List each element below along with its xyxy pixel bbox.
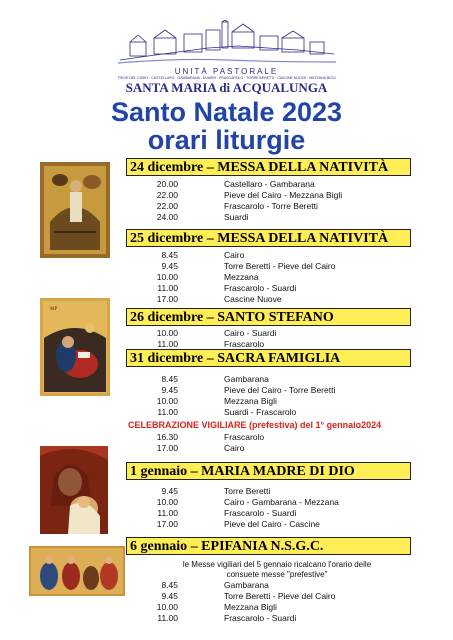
row-place: Pieve del Cairo - Cascine — [224, 519, 320, 529]
epiphany-note-line2: consuete messe "prefestive" — [226, 570, 328, 579]
row-place: Mezzana Bigli — [224, 602, 277, 612]
schedule-row — [126, 443, 426, 454]
page-title: Santo Natale 2023 — [110, 97, 343, 127]
row-place: Frascarolo — [224, 339, 265, 349]
banner-31-dicembre: 31 dicembre – SACRA FAMIGLIA — [126, 349, 411, 367]
row-time: 22.00 — [156, 201, 178, 211]
banner-26-dicembre: 26 dicembre – SANTO STEFANO — [126, 308, 411, 326]
schedule-row — [126, 272, 426, 283]
row-time: 22.00 — [156, 190, 178, 200]
unita-pastorale-label: UNITÀ PASTORALE — [174, 67, 279, 76]
row-place: Torre Beretti — [224, 486, 271, 496]
schedule-row — [126, 486, 426, 497]
svg-text:ΜΡ: ΜΡ — [50, 307, 58, 312]
row-time: 9.45 — [161, 385, 178, 395]
row-place: Pieve del Cairo - Torre Beretti — [224, 385, 336, 395]
vigil-label: CELEBRAZIONE VIGILIARE (prefestiva) del 1° gennaio2024 — [128, 420, 382, 430]
row-time: 11.00 — [157, 339, 178, 349]
nativity-icon-2 — [40, 298, 110, 396]
row-time: 10.00 — [156, 328, 178, 338]
row-time: 10.00 — [156, 497, 178, 507]
parishes-line: PIEVE DEL CAIRO · CASTELLARO · GAMBARANA · SUARDI · FRASCAROLO · TORRE BERETTI · CASCINE NUOVE · MEZZANA BIGLI — [118, 76, 336, 80]
row-place: Cascine Nuove — [224, 294, 282, 304]
schedule-row — [126, 261, 426, 272]
row-time: 17.00 — [156, 443, 178, 453]
schedule-row — [126, 432, 426, 443]
row-time: 20.00 — [156, 179, 178, 189]
epiphany-note-line1: le Messe vigiliari del 5 gennaio ricalcano l'orario delle — [182, 560, 372, 569]
schedule-row — [126, 328, 426, 339]
row-place: Mezzana Bigli — [224, 396, 277, 406]
row-place: Suardi — [224, 212, 249, 222]
schedule-row — [126, 407, 426, 418]
banner-24-dicembre: 24 dicembre – MESSA DELLA NATIVITÀ — [126, 158, 411, 176]
schedule-row — [126, 591, 426, 602]
row-place: Mezzana — [224, 272, 259, 282]
row-place: Gambarana — [224, 374, 269, 384]
banner-6-gennaio: 6 gennaio – EPIFANIA N.S.G.C. — [126, 537, 411, 555]
row-time: 17.00 — [156, 294, 178, 304]
row-place: Frascarolo — [224, 432, 265, 442]
parish-unit-name: SANTA MARIA di ACQUALUNGA — [125, 80, 328, 95]
schedule-row — [126, 396, 426, 407]
schedule-row — [126, 497, 426, 508]
row-time: 24.00 — [156, 212, 178, 222]
nativity-icon-1 — [40, 162, 110, 258]
row-place: Pieve del Cairo - Mezzana Bigli — [224, 190, 343, 200]
madonna-icon — [40, 446, 108, 534]
row-place: Frascarolo - Suardi — [224, 283, 297, 293]
row-time: 10.00 — [156, 396, 178, 406]
row-place: Suardi - Frascarolo — [224, 407, 297, 417]
row-time: 16.30 — [156, 432, 178, 442]
page-subtitle: orari liturgie — [147, 125, 306, 155]
row-time: 8.45 — [161, 374, 178, 384]
row-place: Torre Beretti - Pieve del Cairo — [224, 591, 336, 601]
row-place: Torre Beretti - Pieve del Cairo — [224, 261, 336, 271]
schedule-row — [126, 179, 426, 190]
schedule-row — [126, 385, 426, 396]
schedule-row — [126, 250, 426, 261]
row-place: Cairo — [224, 250, 245, 260]
row-time: 11.00 — [157, 508, 178, 518]
banner-1-gennaio: 1 gennaio – MARIA MADRE DI DIO — [126, 462, 411, 480]
schedule-row — [126, 613, 426, 624]
magi-icon — [29, 546, 125, 596]
row-place: Cairo — [224, 443, 245, 453]
row-place: Frascarolo - Suardi — [224, 613, 297, 623]
schedule-row — [126, 212, 426, 223]
row-time: 10.00 — [156, 272, 178, 282]
row-time: 17.00 — [156, 519, 178, 529]
schedule-row — [126, 374, 426, 385]
row-place: Cairo - Suardi — [224, 328, 277, 338]
schedule-row — [126, 190, 426, 201]
row-place: Frascarolo - Suardi — [224, 508, 297, 518]
row-time: 9.45 — [161, 261, 178, 271]
row-time: 11.00 — [157, 283, 178, 293]
row-time: 11.00 — [157, 407, 178, 417]
row-place: Cairo - Gambarana - Mezzana — [224, 497, 339, 507]
schedule-row — [126, 519, 426, 530]
row-time: 8.45 — [161, 580, 178, 590]
schedule-row — [126, 294, 426, 305]
row-time: 9.45 — [161, 591, 178, 601]
row-place: Castellaro - Gambarana — [224, 179, 315, 189]
schedule-row — [126, 580, 426, 591]
row-place: Frascarolo - Torre Beretti — [224, 201, 318, 211]
schedule-row — [126, 602, 426, 613]
row-time: 9.45 — [161, 486, 178, 496]
schedule-row — [126, 201, 426, 212]
parish-logo — [118, 20, 336, 66]
row-time: 8.45 — [161, 250, 178, 260]
banner-25-dicembre: 25 dicembre – MESSA DELLA NATIVITÀ — [126, 229, 411, 247]
schedule-row — [126, 508, 426, 519]
row-time: 10.00 — [156, 602, 178, 612]
row-time: 11.00 — [157, 613, 178, 623]
schedule-row — [126, 283, 426, 294]
row-place: Gambarana — [224, 580, 269, 590]
